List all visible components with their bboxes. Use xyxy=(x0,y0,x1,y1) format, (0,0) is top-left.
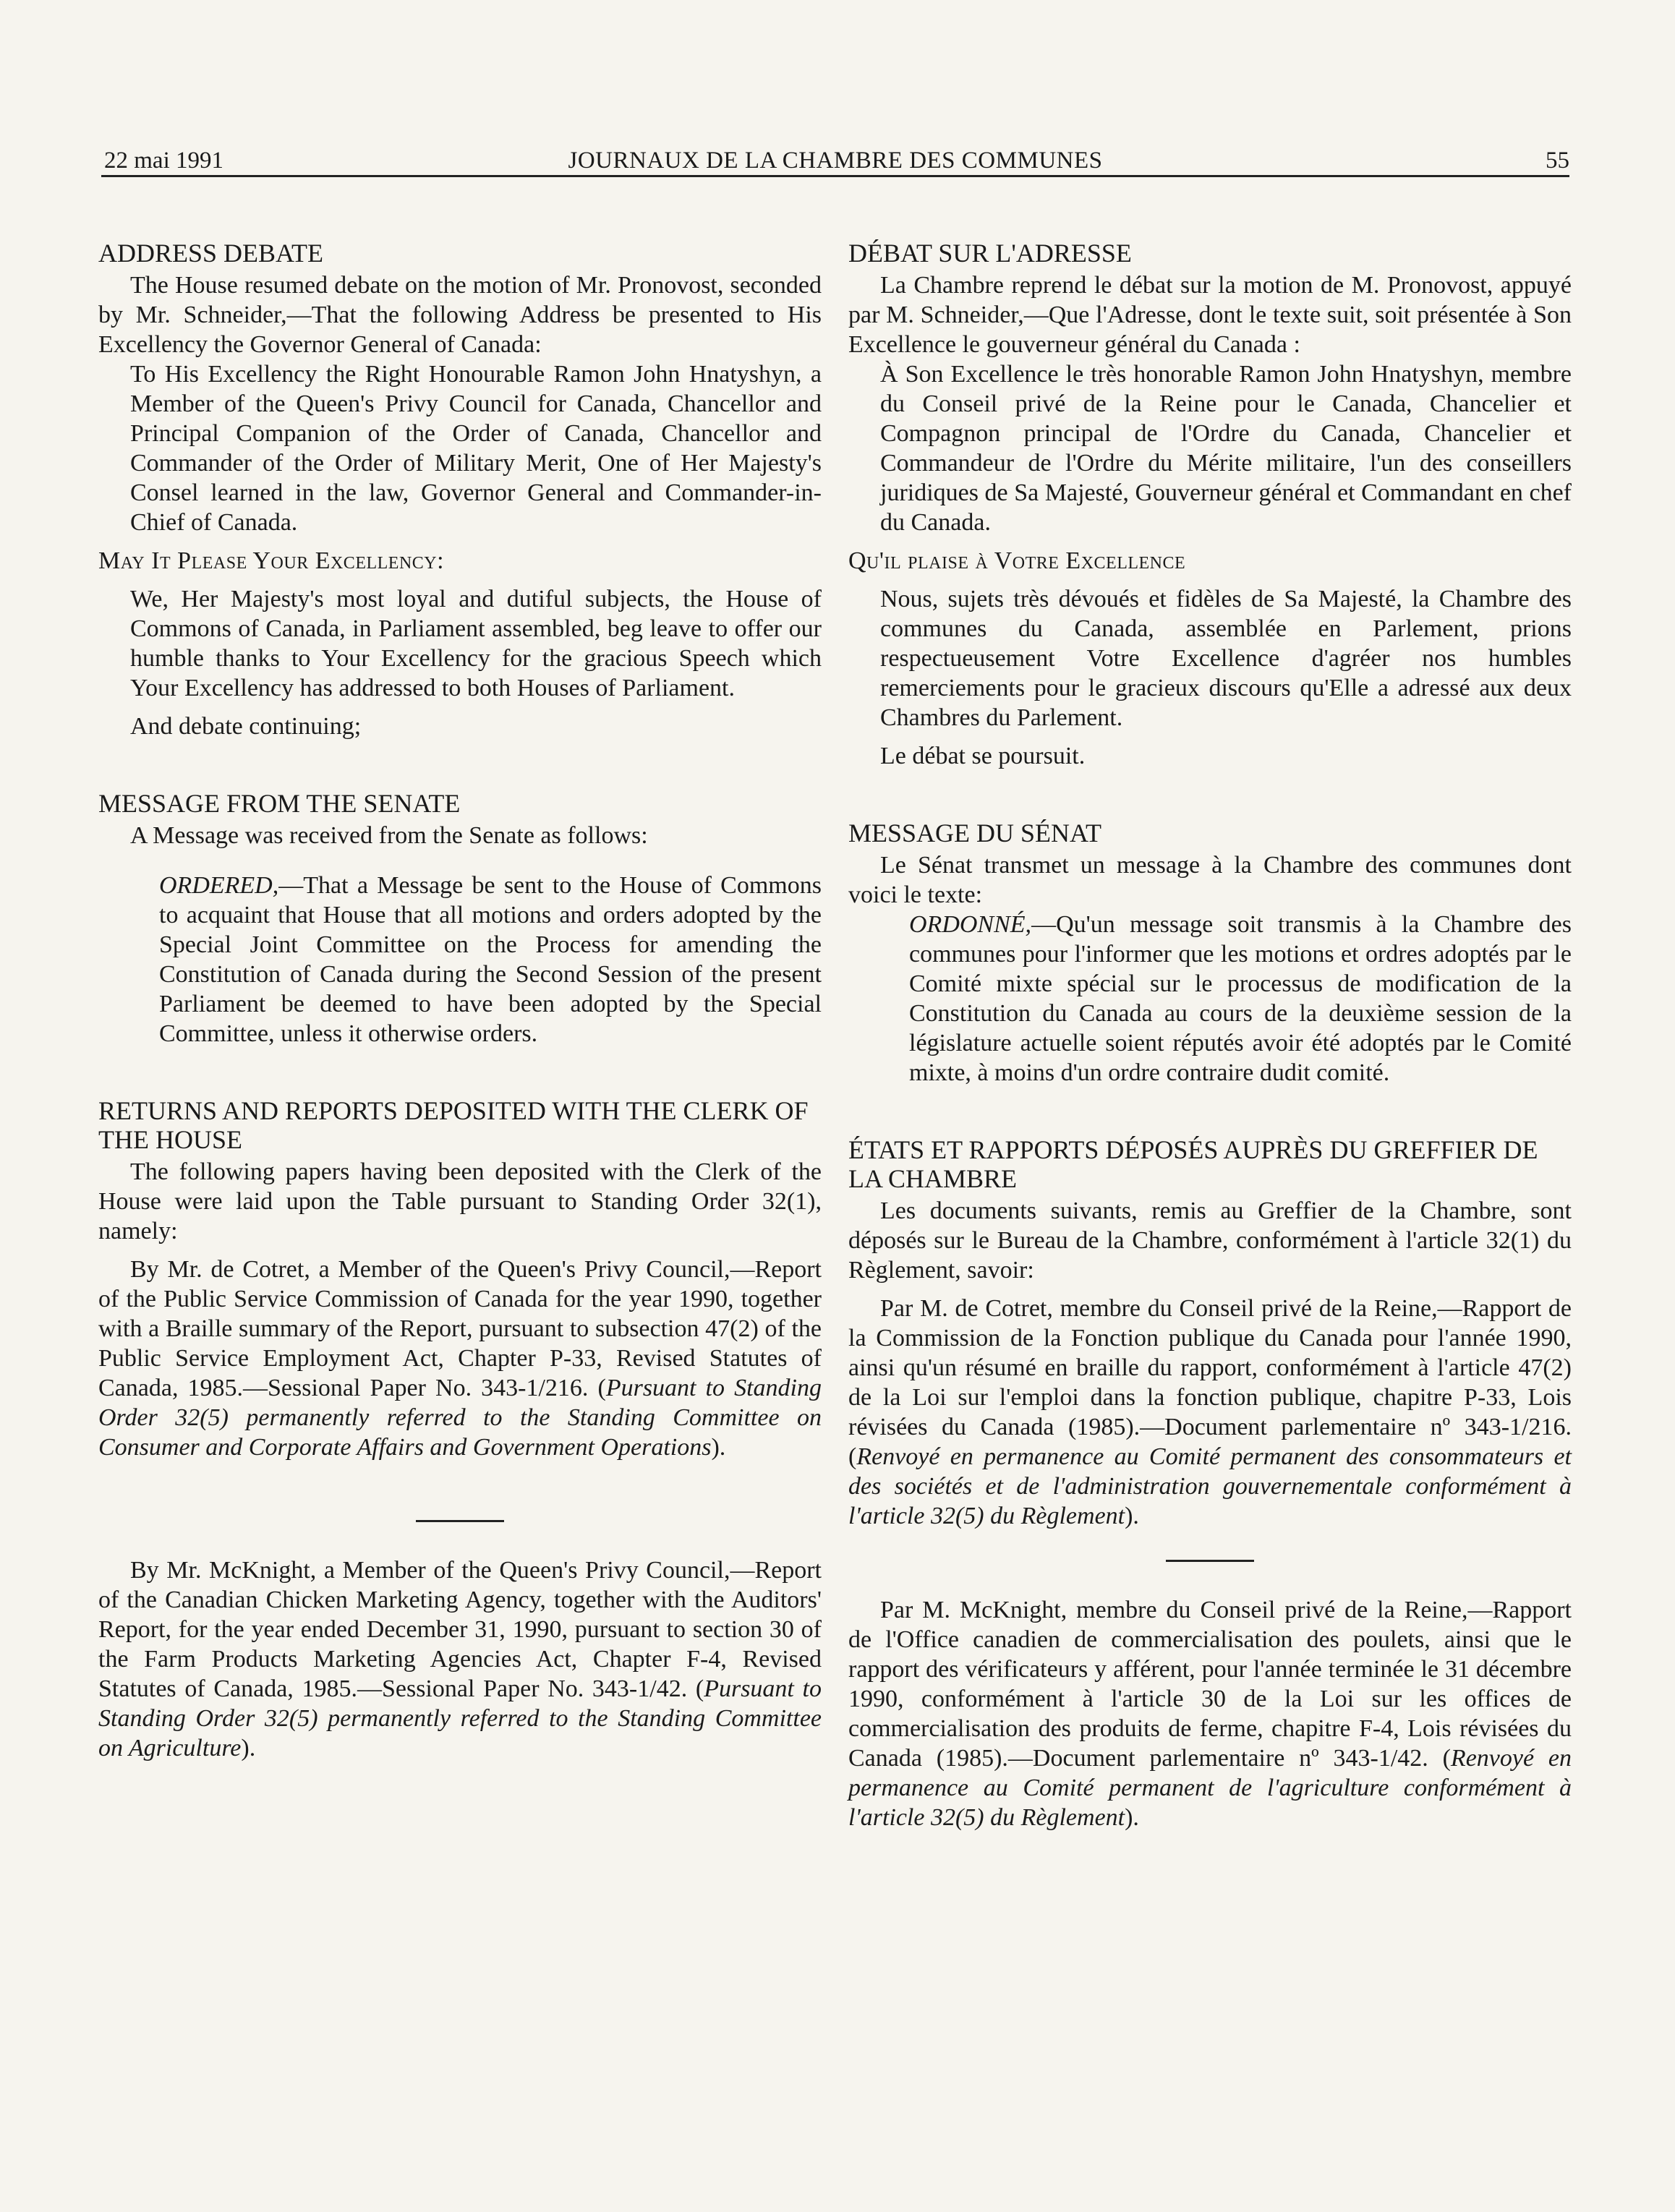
address-recipient: À Son Excellence le très honorable Ramon John Hnatyshyn, membre du Conseil privé de la Reine pour le Canada, Chancelier et Compagnon principal de l'Ordre du Canada, Chancelier et Commandeur de l'Ordre du Mérite militaire, l'un des conseillers juridiques de Sa Majesté, Gouverneur général et Commandant en chef du Canada. xyxy=(880,361,1572,536)
returns-section xyxy=(98,1096,822,1763)
paragraph: The following papers having been deposited with the Clerk of the House were laid upon the Table pursuant to Standing Order 32(1), namely: xyxy=(98,1158,822,1244)
ordered-label: ORDERED, xyxy=(159,872,279,899)
ordered-text: —That a Message be sent to the House of Commons to acquaint that House that all motions and orders adopted by the Special Joint Committee on the Process for amending the Constitution of Canada during the Second Session of the present Parliament be deemed to have been adopted by the Special Committee, unless it otherwise orders. xyxy=(159,872,822,1047)
page-header xyxy=(101,146,1569,177)
address-text xyxy=(98,359,822,537)
paragraph: Les documents suivants, remis au Greffier de la Chambre, sont déposés sur le Bureau de la Chambre, conformément à l'article 32(1) du Règlement, savoir: xyxy=(848,1197,1572,1284)
address-recipient: To His Excellency the Right Honourable Ramon John Hnatyshyn, a Member of the Queen's Privy Council for Canada, Chancellor and Principal Companion of the Order of Canada, Chancellor and Commander of the Order of Military Merit, One of Her Majesty's Consel learned in the law, Governor General and Commander-in-Chief of Canada. xyxy=(130,361,822,536)
ordered-paragraph xyxy=(98,871,822,1049)
report-end: ). xyxy=(1125,1804,1139,1831)
report-end: ). xyxy=(1125,1503,1139,1529)
salutation: Qu'il plaise à Votre Excellence xyxy=(848,547,1186,574)
section-title: DÉBAT SUR L'ADRESSE xyxy=(848,239,1132,268)
paragraph: Le Sénat transmet un message à la Chambre des communes dont voici le texte: xyxy=(848,852,1572,908)
report-note: Pursuant to Standing Order 32(5) permanently referred to the Standing Committee on Consumer and Corporate Affairs and Government Operations xyxy=(98,1375,822,1461)
address-debate-section xyxy=(848,239,1572,771)
senate-message-section xyxy=(98,789,822,1049)
address-debate-section xyxy=(98,239,822,741)
address-body: We, Her Majesty's most loyal and dutiful subjects, the House of Commons of Canada, in Parliament assembled, beg leave to offer our humble thanks to Your Excellency for the gracious Speech which Your Excellency has addressed to both Houses of Parliament. xyxy=(130,586,822,701)
section-title: MESSAGE DU SÉNAT xyxy=(848,819,1102,847)
report-item xyxy=(848,1595,1572,1832)
french-column xyxy=(848,239,1572,1832)
salutation: May It Please Your Excellency: xyxy=(98,547,445,574)
report-text: By Mr. de Cotret, a Member of the Queen's Privy Council,—Report of the Public Service Commission of Canada for the year 1990, together with a Braille summary of the Report, pursuant to subsection 47(2) of the Public Service Employment Act, Chapter P-33, Revised Statutes of Canada, 1985.—Sessional Paper No. 343-1/216. ( xyxy=(98,1256,822,1401)
paragraph: La Chambre reprend le débat sur la motion de M. Pronovost, appuyé par M. Schneider,—Que l'Adresse, dont le texte suit, soit présentée à Son Excellence le gouverneur général du Canada : xyxy=(848,272,1572,358)
closing-line: Le débat se poursuit. xyxy=(880,743,1086,769)
ordered-text: —Qu'un message soit transmis à la Chambre des communes pour l'informer que les motions et ordres adoptés par le Comité mixte spécial sur le processus de modification de la Constitution du Canada au cours de la deuxième session de la législature actuelle soient réputés avoir été adoptés par le Comité mixte, à moins d'un ordre contraire dudit comité. xyxy=(909,911,1572,1086)
paragraph: A Message was received from the Senate as follows: xyxy=(130,822,648,849)
address-body: Nous, sujets très dévoués et fidèles de Sa Majesté, la Chambre des communes du Canada, assemblée en Parlement, prions respectueusement Votre Excellence d'agréer nos humbles remerciements pour le gracieux discours qu'Elle a adressé aux deux Chambres du Parlement. xyxy=(880,586,1572,731)
closing-line: And debate continuing; xyxy=(130,713,362,740)
section-title: ADDRESS DEBATE xyxy=(98,239,324,268)
section-title: ÉTATS ET RAPPORTS DÉPOSÉS AUPRÈS DU GREFFIER DE LA CHAMBRE xyxy=(848,1135,1538,1193)
header-page-number: 55 xyxy=(1546,148,1569,174)
section-title: RETURNS AND REPORTS DEPOSITED WITH THE CLERK OF THE HOUSE xyxy=(98,1096,809,1154)
report-item xyxy=(848,1294,1572,1531)
returns-section xyxy=(848,1135,1572,1832)
report-note: Renvoyé en permanence au Comité permanent de l'agriculture conformément à l'article 32(5) du Règlement xyxy=(848,1745,1572,1831)
english-column xyxy=(98,239,822,1763)
paragraph: The House resumed debate on the motion of Mr. Pronovost, seconded by Mr. Schneider,—That the following Address be presented to His Excellency the Governor General of Canada: xyxy=(98,272,822,358)
report-text: Par M. de Cotret, membre du Conseil privé de la Reine,—Rapport de la Commission de la Fonction publique du Canada pour l'année 1990, ainsi qu'un résumé en braille du rapport, conformément à l'article 47(2) de la Loi sur l'emploi dans la fonction publique, chapitre P-33, Lois révisées du Canada (1985).—Document parlementaire nº 343-1/216. ( xyxy=(848,1295,1572,1470)
ordered-paragraph xyxy=(848,910,1572,1088)
section-title: MESSAGE FROM THE SENATE xyxy=(98,789,461,818)
header-date: 22 mai 1991 xyxy=(104,148,223,174)
ordered-label: ORDONNÉ, xyxy=(909,911,1032,938)
report-text: Par M. McKnight, membre du Conseil privé de la Reine,—Rapport de l'Office canadien de commercialisation des poulets, ainsi que le rapport des vérificateurs y afférent, pour l'année terminée le 31 décembre 1990, conformément à l'article 30 de la Loi sur les offices de commercialisation des produits de ferme, chapitre F-4, Lois révisées du Canada (1985).—Document parlementaire nº 343-1/42. ( xyxy=(848,1597,1572,1772)
header-title: JOURNAUX DE LA CHAMBRE DES COMMUNES xyxy=(568,148,1103,174)
report-end: ). xyxy=(711,1434,726,1461)
report-text: By Mr. McKnight, a Member of the Queen's Privy Council,—Report of the Canadian Chicken Marketing Agency, together with the Auditors' Report, for the year ended December 31, 1990, pursuant to section 30 of the Farm Products Marketing Agencies Act, Chapter F-4, Revised Statutes of Canada, 1985.—Sessional Paper No. 343-1/42. ( xyxy=(98,1557,822,1702)
report-note: Renvoyé en permanence au Comité permanent des consommateurs et des sociétés et de l'administration gouvernementale conformément à l'article 32(5) du Règlement xyxy=(848,1443,1572,1529)
report-item xyxy=(98,1255,822,1462)
senate-message-section xyxy=(848,819,1572,1088)
report-item xyxy=(98,1555,822,1763)
report-end: ). xyxy=(241,1735,256,1762)
report-note: Pursuant to Standing Order 32(5) permanently referred to the Standing Committee on Agriculture xyxy=(98,1675,822,1762)
